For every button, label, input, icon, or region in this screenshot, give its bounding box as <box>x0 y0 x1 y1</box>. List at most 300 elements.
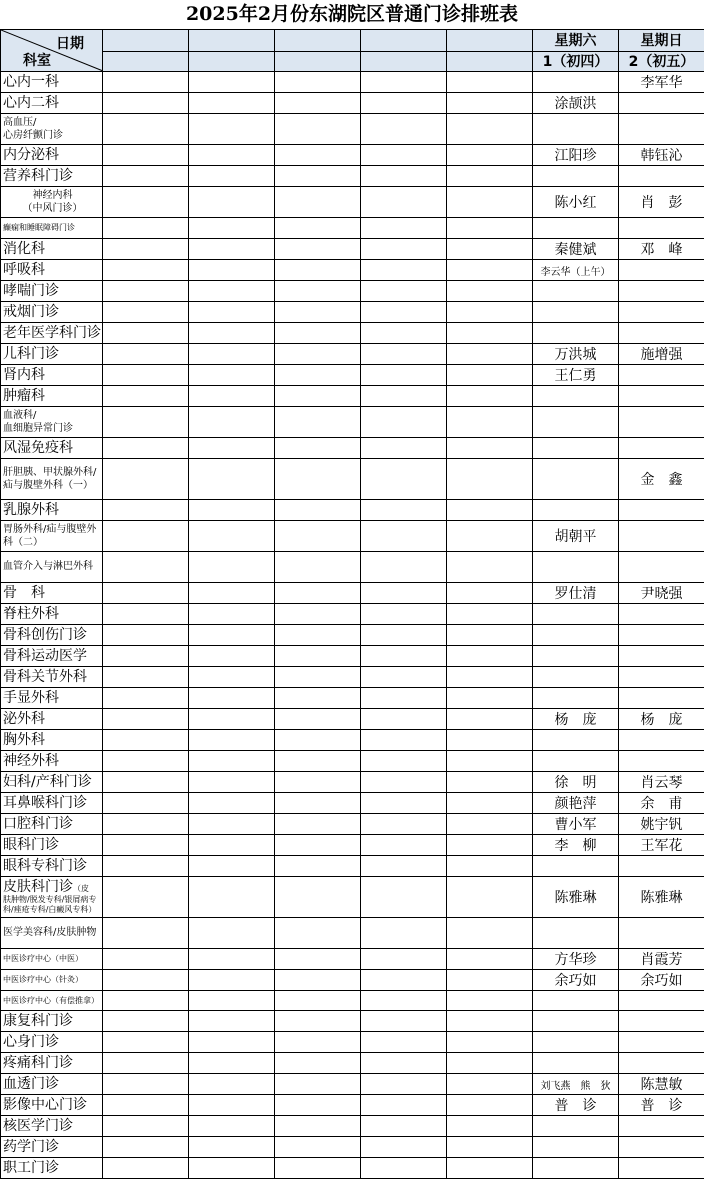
table-row <box>1 281 704 302</box>
dept-cell <box>1 365 103 386</box>
table-row <box>1 459 704 500</box>
blank-cell <box>189 918 275 949</box>
blank-cell <box>189 667 275 688</box>
table-row <box>1 386 704 407</box>
table-row <box>1 1158 704 1179</box>
blank-cell <box>103 814 189 835</box>
saturday-doctor: 陈雅琳 <box>533 877 619 918</box>
table-row <box>1 166 704 187</box>
blank-cell <box>275 1158 361 1179</box>
header-blank-cell <box>361 52 447 72</box>
blank-cell <box>361 386 447 407</box>
dept-cell <box>1 1116 103 1137</box>
blank-cell <box>275 1053 361 1074</box>
blank-cell <box>447 709 533 730</box>
sunday-doctor <box>619 1032 704 1053</box>
table-row <box>1 814 704 835</box>
blank-cell <box>103 459 189 500</box>
blank-cell <box>103 667 189 688</box>
blank-cell <box>275 187 361 218</box>
blank-cell <box>447 218 533 239</box>
blank-cell <box>447 166 533 187</box>
blank-cell <box>103 407 189 438</box>
sunday-doctor <box>619 991 704 1011</box>
blank-cell <box>103 1137 189 1158</box>
dept-cell <box>1 386 103 407</box>
dept-name: 皮肤科门诊 <box>3 879 73 895</box>
blank-cell <box>275 814 361 835</box>
blank-cell <box>275 835 361 856</box>
saturday-doctor: 普 诊 <box>533 1095 619 1116</box>
sunday-doctor: 普 诊 <box>619 1095 704 1116</box>
saturday-doctor <box>533 1032 619 1053</box>
blank-cell <box>361 709 447 730</box>
sunday-date: 2（初五） <box>619 52 704 72</box>
saturday-doctor: 陈小红 <box>533 187 619 218</box>
blank-cell <box>103 438 189 459</box>
saturday-doctor: 曹小军 <box>533 814 619 835</box>
blank-cell <box>361 260 447 281</box>
saturday-doctor <box>533 646 619 667</box>
blank-cell <box>103 1116 189 1137</box>
sunday-doctor <box>619 1053 704 1074</box>
blank-cell <box>189 407 275 438</box>
blank-cell <box>189 323 275 344</box>
blank-cell <box>275 1095 361 1116</box>
sunday-doctor <box>619 323 704 344</box>
blank-cell <box>275 646 361 667</box>
sunday-doctor <box>619 365 704 386</box>
saturday-header: 星期六 <box>533 30 619 52</box>
blank-cell <box>361 918 447 949</box>
saturday-doctor <box>533 1158 619 1179</box>
table-row <box>1 918 704 949</box>
saturday-doctor <box>533 459 619 500</box>
dept-cell <box>1 709 103 730</box>
blank-cell <box>275 344 361 365</box>
table-row <box>1 667 704 688</box>
blank-cell <box>361 772 447 793</box>
table-row <box>1 949 704 970</box>
dept-cell <box>1 772 103 793</box>
dept-cell <box>1 793 103 814</box>
dept-name: 癫痫和睡眠障碍门诊 <box>3 223 75 232</box>
table-row <box>1 93 704 114</box>
blank-cell <box>189 583 275 604</box>
table-row <box>1 145 704 166</box>
sunday-doctor <box>619 1116 704 1137</box>
blank-cell <box>103 949 189 970</box>
dept-cell <box>1 730 103 751</box>
blank-cell <box>447 1137 533 1158</box>
dept-note-extra: 肤肿物/脱发专科/银屑病专科/痤疮专科/白癜风专科） <box>3 895 102 916</box>
blank-cell <box>361 521 447 552</box>
blank-cell <box>361 667 447 688</box>
saturday-doctor: 秦健斌 <box>533 239 619 260</box>
blank-cell <box>275 856 361 877</box>
saturday-doctor <box>533 218 619 239</box>
blank-cell <box>447 239 533 260</box>
blank-cell <box>189 814 275 835</box>
sunday-doctor <box>619 667 704 688</box>
sunday-doctor <box>619 1137 704 1158</box>
blank-cell <box>361 793 447 814</box>
table-row <box>1 1095 704 1116</box>
dept-cell <box>1 970 103 991</box>
dept-name: 骨科运动医学 <box>3 648 87 664</box>
blank-cell <box>447 625 533 646</box>
sunday-doctor <box>619 856 704 877</box>
blank-cell <box>447 323 533 344</box>
blank-cell <box>189 835 275 856</box>
sunday-doctor <box>619 260 704 281</box>
sunday-doctor: 韩钰沁 <box>619 145 704 166</box>
sunday-doctor <box>619 407 704 438</box>
blank-cell <box>103 856 189 877</box>
blank-cell <box>275 1137 361 1158</box>
blank-cell <box>189 1032 275 1053</box>
blank-cell <box>447 1116 533 1137</box>
blank-cell <box>103 772 189 793</box>
dept-name: 口腔科门诊 <box>3 816 73 832</box>
blank-cell <box>275 751 361 772</box>
blank-cell <box>447 772 533 793</box>
blank-cell <box>361 93 447 114</box>
blank-cell <box>275 500 361 521</box>
blank-cell <box>447 344 533 365</box>
blank-cell <box>189 438 275 459</box>
blank-cell <box>189 1095 275 1116</box>
table-row <box>1 991 704 1011</box>
dept-name: 风湿免疫科 <box>3 440 73 456</box>
blank-cell <box>189 521 275 552</box>
header-corner-cell <box>1 30 103 72</box>
blank-cell <box>361 407 447 438</box>
blank-cell <box>447 1053 533 1074</box>
blank-cell <box>103 918 189 949</box>
blank-cell <box>361 751 447 772</box>
blank-cell <box>189 459 275 500</box>
blank-cell <box>275 281 361 302</box>
saturday-doctor <box>533 72 619 93</box>
dept-name: 核医学门诊 <box>3 1118 73 1134</box>
blank-cell <box>361 344 447 365</box>
blank-cell <box>189 772 275 793</box>
blank-cell <box>447 1032 533 1053</box>
sunday-doctor: 肖云琴 <box>619 772 704 793</box>
blank-cell <box>361 1011 447 1032</box>
dept-cell <box>1 438 103 459</box>
blank-cell <box>103 552 189 583</box>
blank-cell <box>103 1158 189 1179</box>
blank-cell <box>361 166 447 187</box>
blank-cell <box>361 949 447 970</box>
header-blank-cell <box>361 30 447 52</box>
saturday-doctor <box>533 688 619 709</box>
blank-cell <box>361 1137 447 1158</box>
dept-cell <box>1 114 103 145</box>
dept-name: 中医诊疗中心（中医） <box>3 954 83 963</box>
sunday-doctor <box>619 1158 704 1179</box>
dept-name: 血管介入与淋巴外科 <box>3 561 93 572</box>
sunday-doctor: 肖霞芳 <box>619 949 704 970</box>
dept-name: 药学门诊 <box>3 1139 59 1155</box>
blank-cell <box>275 166 361 187</box>
sunday-doctor <box>619 751 704 772</box>
blank-cell <box>361 239 447 260</box>
dept-name: 营养科门诊 <box>3 168 73 184</box>
header-blank-cell <box>275 52 361 72</box>
table-row <box>1 625 704 646</box>
table-row <box>1 1011 704 1032</box>
saturday-doctor <box>533 1116 619 1137</box>
table-row <box>1 72 704 93</box>
sunday-header: 星期日 <box>619 30 704 52</box>
dept-cell <box>1 323 103 344</box>
blank-cell <box>361 1032 447 1053</box>
blank-cell <box>447 730 533 751</box>
blank-cell <box>189 386 275 407</box>
blank-cell <box>103 72 189 93</box>
blank-cell <box>447 918 533 949</box>
sunday-doctor <box>619 730 704 751</box>
dept-name: 老年医学科门诊 <box>3 325 101 341</box>
dept-cell <box>1 1158 103 1179</box>
blank-cell <box>103 835 189 856</box>
table-row <box>1 877 704 918</box>
blank-cell <box>361 114 447 145</box>
blank-cell <box>361 970 447 991</box>
blank-cell <box>189 1137 275 1158</box>
sunday-doctor: 余 甫 <box>619 793 704 814</box>
blank-cell <box>275 72 361 93</box>
blank-cell <box>275 93 361 114</box>
saturday-doctor <box>533 751 619 772</box>
saturday-doctor <box>533 281 619 302</box>
blank-cell <box>189 688 275 709</box>
blank-cell <box>189 93 275 114</box>
dept-name: 骨科创伤门诊 <box>3 627 87 643</box>
blank-cell <box>361 218 447 239</box>
sunday-doctor <box>619 552 704 583</box>
sunday-doctor <box>619 1011 704 1032</box>
blank-cell <box>361 302 447 323</box>
blank-cell <box>103 1032 189 1053</box>
blank-cell <box>275 625 361 646</box>
blank-cell <box>103 877 189 918</box>
dept-name: 手显外科 <box>3 690 59 706</box>
dept-cell <box>1 877 103 918</box>
blank-cell <box>275 365 361 386</box>
blank-cell <box>361 187 447 218</box>
sunday-doctor <box>619 386 704 407</box>
sunday-doctor <box>619 166 704 187</box>
dept-name: 内分泌科 <box>3 147 59 163</box>
table-row <box>1 835 704 856</box>
header-blank-cell <box>275 30 361 52</box>
dept-cell <box>1 646 103 667</box>
blank-cell <box>103 1095 189 1116</box>
dept-name: 医学美容科/皮肤肿物 <box>3 927 96 938</box>
blank-cell <box>275 1032 361 1053</box>
blank-cell <box>189 970 275 991</box>
table-row <box>1 688 704 709</box>
table-row <box>1 323 704 344</box>
blank-cell <box>275 1011 361 1032</box>
blank-cell <box>189 302 275 323</box>
blank-cell <box>447 302 533 323</box>
dept-cell <box>1 751 103 772</box>
saturday-doctor <box>533 1137 619 1158</box>
sunday-doctor: 邓 峰 <box>619 239 704 260</box>
dept-cell <box>1 552 103 583</box>
saturday-doctor: 王仁勇 <box>533 365 619 386</box>
blank-cell <box>103 166 189 187</box>
blank-cell <box>447 688 533 709</box>
dept-cell <box>1 918 103 949</box>
sunday-doctor: 姚宇钒 <box>619 814 704 835</box>
sunday-doctor <box>619 625 704 646</box>
dept-name: 心身门诊 <box>3 1034 59 1050</box>
sunday-doctor <box>619 93 704 114</box>
header-row-1 <box>1 30 704 52</box>
header-blank-cell <box>103 30 189 52</box>
blank-cell <box>447 407 533 438</box>
blank-cell <box>447 835 533 856</box>
dept-cell <box>1 667 103 688</box>
saturday-doctor <box>533 166 619 187</box>
blank-cell <box>275 667 361 688</box>
saturday-doctor <box>533 856 619 877</box>
dept-cell <box>1 835 103 856</box>
blank-cell <box>361 1095 447 1116</box>
blank-cell <box>275 218 361 239</box>
saturday-doctor <box>533 918 619 949</box>
blank-cell <box>361 145 447 166</box>
saturday-doctor: 刘飞燕 熊 狄 <box>533 1074 619 1095</box>
blank-cell <box>103 1053 189 1074</box>
dept-name: 哮喘门诊 <box>3 283 59 299</box>
dept-name: 职工门诊 <box>3 1160 59 1176</box>
saturday-doctor: 万洪城 <box>533 344 619 365</box>
sunday-doctor <box>619 114 704 145</box>
blank-cell <box>447 604 533 625</box>
dept-cell <box>1 1053 103 1074</box>
sunday-doctor <box>619 500 704 521</box>
blank-cell <box>447 438 533 459</box>
schedule-table <box>0 29 704 1179</box>
blank-cell <box>189 218 275 239</box>
blank-cell <box>275 302 361 323</box>
header-blank-cell <box>447 52 533 72</box>
saturday-doctor <box>533 302 619 323</box>
sunday-doctor: 陈慧敏 <box>619 1074 704 1095</box>
blank-cell <box>447 72 533 93</box>
blank-cell <box>103 991 189 1011</box>
table-row <box>1 730 704 751</box>
dept-cell <box>1 521 103 552</box>
dept-name: 耳鼻喉科门诊 <box>3 795 87 811</box>
blank-cell <box>275 730 361 751</box>
blank-cell <box>275 688 361 709</box>
saturday-doctor <box>533 1053 619 1074</box>
blank-cell <box>361 438 447 459</box>
blank-cell <box>103 500 189 521</box>
blank-cell <box>189 344 275 365</box>
saturday-doctor: 罗仕清 <box>533 583 619 604</box>
saturday-doctor: 余巧如 <box>533 970 619 991</box>
blank-cell <box>275 877 361 918</box>
table-row <box>1 438 704 459</box>
sunday-doctor <box>619 218 704 239</box>
blank-cell <box>361 459 447 500</box>
dept-cell <box>1 625 103 646</box>
blank-cell <box>189 709 275 730</box>
blank-cell <box>447 114 533 145</box>
sunday-doctor: 肖 彭 <box>619 187 704 218</box>
dept-name: 中医诊疗中心（有偿推拿） <box>3 996 99 1005</box>
blank-cell <box>275 407 361 438</box>
sunday-doctor: 陈雅琳 <box>619 877 704 918</box>
saturday-doctor <box>533 552 619 583</box>
blank-cell <box>103 730 189 751</box>
blank-cell <box>361 877 447 918</box>
dept-cell <box>1 302 103 323</box>
dept-cell <box>1 72 103 93</box>
table-row <box>1 751 704 772</box>
dept-name: 呼吸科 <box>3 262 45 278</box>
dept-cell <box>1 583 103 604</box>
blank-cell <box>361 835 447 856</box>
header-blank-cell <box>189 52 275 72</box>
table-row <box>1 187 704 218</box>
blank-cell <box>103 281 189 302</box>
blank-cell <box>189 114 275 145</box>
blank-cell <box>275 323 361 344</box>
saturday-doctor: 徐 明 <box>533 772 619 793</box>
blank-cell <box>361 604 447 625</box>
dept-name: 神经外科 <box>3 753 59 769</box>
blank-cell <box>361 646 447 667</box>
blank-cell <box>447 1158 533 1179</box>
saturday-doctor <box>533 1011 619 1032</box>
blank-cell <box>103 260 189 281</box>
table-row <box>1 521 704 552</box>
dept-cell <box>1 459 103 500</box>
table-row <box>1 604 704 625</box>
blank-cell <box>103 145 189 166</box>
sunday-doctor: 余巧如 <box>619 970 704 991</box>
saturday-doctor <box>533 407 619 438</box>
blank-cell <box>103 386 189 407</box>
blank-cell <box>361 1053 447 1074</box>
blank-cell <box>447 145 533 166</box>
dept-cell <box>1 344 103 365</box>
dept-name: 眼科专科门诊 <box>3 858 87 874</box>
sunday-doctor <box>619 604 704 625</box>
dept-name: 血液科/ 血细胞异常门诊 <box>3 410 73 435</box>
blank-cell <box>189 646 275 667</box>
blank-cell <box>361 991 447 1011</box>
blank-cell <box>447 667 533 688</box>
blank-cell <box>103 1011 189 1032</box>
dept-cell <box>1 1095 103 1116</box>
table-row <box>1 218 704 239</box>
blank-cell <box>361 1158 447 1179</box>
saturday-doctor <box>533 991 619 1011</box>
table-row <box>1 365 704 386</box>
dept-name: 心内二科 <box>3 95 59 111</box>
